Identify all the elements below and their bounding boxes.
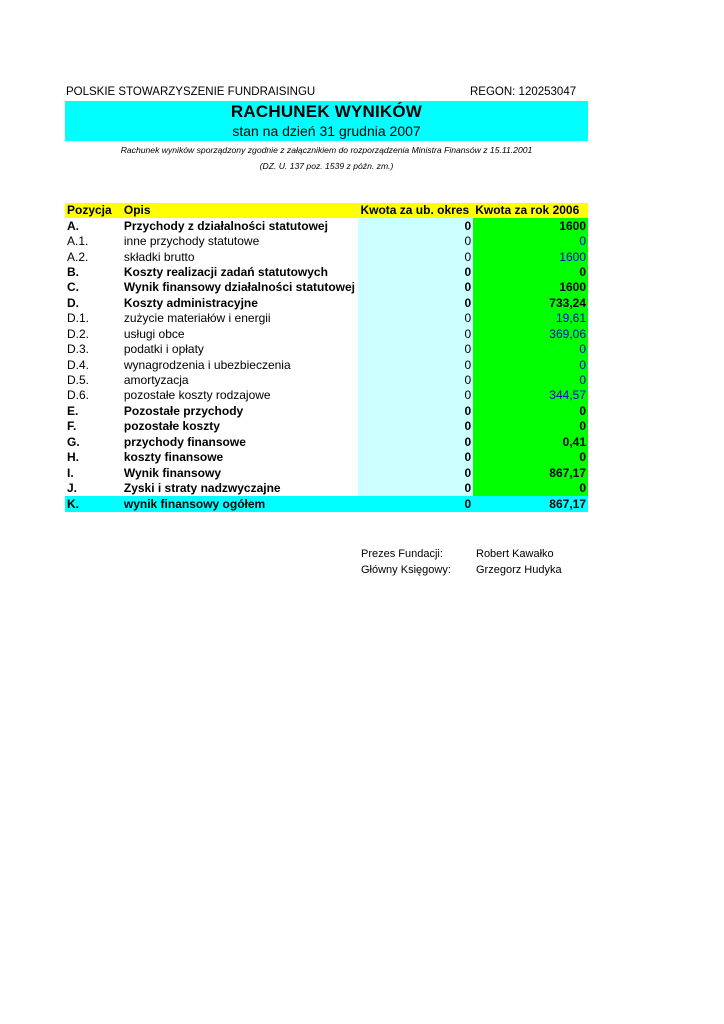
row-current-amount — [473, 234, 588, 249]
row-current-value: 0 — [579, 481, 586, 496]
row-previous-amount: 0 — [358, 342, 473, 357]
row-description: wynagrodzenia i ubezbieczenia — [123, 357, 291, 372]
row-description: koszty finansowe — [123, 450, 224, 465]
row-previous-amount: 0 — [358, 404, 473, 419]
row-description: Koszty realizacji zadań statutowych — [123, 264, 328, 279]
row-previous-amount: 0 — [358, 373, 473, 388]
row-position: E. — [67, 403, 79, 418]
row-description: Zyski i straty nadzwyczajne — [123, 481, 281, 496]
table-row — [65, 280, 588, 295]
president-label: Prezes Fundacji: — [361, 548, 443, 560]
table-row — [65, 373, 588, 388]
table-header-row — [65, 203, 588, 218]
row-description: Przychody z działalności statutowej — [123, 218, 328, 233]
table-row — [65, 265, 588, 280]
row-current-value: 19,61 — [555, 311, 586, 326]
accountant-label: Główny Księgowy: — [361, 564, 451, 576]
row-previous-amount: 0 — [358, 357, 473, 372]
table-row — [65, 296, 588, 311]
page-title: RACHUNEK WYNIKÓW — [230, 102, 423, 121]
row-current-value: 867,17 — [549, 465, 586, 480]
table-row — [65, 404, 588, 419]
table-row — [65, 357, 588, 372]
table-row — [65, 388, 588, 403]
row-current-value: 0 — [579, 234, 586, 249]
row-previous-amount: 0 — [358, 311, 473, 326]
accountant-name: Grzegorz Hudyka — [476, 564, 562, 576]
row-current-amount — [473, 342, 588, 357]
row-position: D.1. — [67, 311, 90, 326]
row-previous-amount: 0 — [358, 280, 473, 295]
table-row — [65, 435, 588, 450]
row-description: Koszty administracyjne — [123, 295, 258, 310]
row-current-value: 0,41 — [562, 434, 586, 449]
row-current-value: 0 — [579, 357, 586, 372]
row-previous-amount: 0 — [358, 218, 473, 233]
row-position: D.2. — [67, 326, 90, 341]
row-description: przychody finansowe — [123, 434, 246, 449]
row-previous-amount: 0 — [358, 481, 473, 496]
row-description: pozostałe koszty — [123, 419, 220, 434]
row-previous-amount: 0 — [358, 419, 473, 434]
row-position: D. — [67, 295, 79, 310]
row-position: I. — [67, 465, 74, 480]
row-description: Wynik finansowy — [123, 465, 221, 480]
row-current-value: 369,06 — [549, 326, 586, 341]
row-current-value: 1600 — [559, 280, 586, 295]
row-current-amount — [473, 481, 588, 496]
row-current-amount — [473, 435, 588, 450]
row-current-amount — [473, 311, 588, 326]
row-position: A.1. — [67, 234, 89, 249]
row-current-amount — [473, 296, 588, 311]
row-previous-amount: 0 — [358, 465, 473, 480]
row-current-amount — [473, 249, 588, 264]
row-current-amount — [473, 218, 588, 233]
row-description: podatki i opłaty — [123, 342, 204, 357]
legal-note-line1: Rachunek wyników sporządzony zgodnie z załącznikiem do rozporządzenia Ministra Finansów z 15.11.2001 — [120, 145, 533, 155]
row-position: B. — [67, 264, 79, 279]
row-current-value: 0 — [579, 373, 586, 388]
legal-note-line2: (DZ. U. 137 poz. 1539 z późn. zm.) — [259, 161, 394, 171]
column-header-previous-period: Kwota za ub. okres — [358, 203, 473, 218]
column-header-year-2006: Kwota za rok 2006 — [473, 203, 588, 218]
row-current-amount — [473, 450, 588, 465]
president-name: Robert Kawałko — [476, 548, 554, 560]
table-row — [65, 327, 588, 342]
row-current-value: 1600 — [559, 218, 586, 233]
row-current-value: 0 — [579, 450, 586, 465]
row-previous-amount: 0 — [358, 327, 473, 342]
row-current-amount — [473, 373, 588, 388]
row-position: H. — [67, 450, 79, 465]
organization-name: POLSKIE STOWARZYSZENIE FUNDRAISINGU — [66, 86, 316, 98]
table-row — [65, 450, 588, 465]
row-position: D.6. — [67, 388, 90, 403]
row-position: J. — [67, 481, 78, 496]
row-current-amount — [473, 404, 588, 419]
row-previous-amount: 0 — [358, 450, 473, 465]
row-current-value: 733,24 — [549, 295, 586, 310]
row-current-amount — [473, 265, 588, 280]
row-current-value: 0 — [579, 264, 586, 279]
row-previous-amount: 0 — [358, 234, 473, 249]
title-banner — [65, 101, 588, 141]
row-description: pozostałe koszty rodzajowe — [123, 388, 271, 403]
total-current-amount: 867,17 — [473, 496, 588, 511]
row-current-value: 0 — [579, 403, 586, 418]
row-description: inne przychody statutowe — [123, 234, 260, 249]
column-header-opis: Opis — [122, 203, 359, 218]
row-current-value: 0 — [579, 419, 586, 434]
column-header-pozycja: Pozycja — [65, 203, 122, 218]
income-statement-table — [65, 203, 588, 512]
row-position: F. — [67, 419, 77, 434]
row-description: Pozostałe przychody — [123, 403, 244, 418]
row-current-amount — [473, 327, 588, 342]
row-position: D.4. — [67, 357, 90, 372]
row-position: A. — [67, 218, 79, 233]
table-row — [65, 249, 588, 264]
row-current-amount — [473, 357, 588, 372]
row-current-value: 0 — [579, 342, 586, 357]
total-previous-amount: 0 — [358, 496, 473, 511]
row-previous-amount: 0 — [358, 265, 473, 280]
row-current-amount — [473, 419, 588, 434]
row-position: C. — [67, 280, 79, 295]
row-position: D.5. — [67, 373, 90, 388]
total-description: wynik finansowy ogółem — [122, 496, 359, 511]
row-description: zużycie materiałów i energii — [123, 311, 271, 326]
table-row — [65, 465, 588, 480]
row-current-value: 344,57 — [549, 388, 586, 403]
row-current-value: 1600 — [559, 249, 586, 264]
page-subtitle: stan na dzień 31 grudnia 2007 — [232, 123, 421, 139]
row-previous-amount: 0 — [358, 388, 473, 403]
row-position: D.3. — [67, 342, 90, 357]
row-current-amount — [473, 465, 588, 480]
row-position: A.2. — [67, 249, 89, 264]
row-description: Wynik finansowy działalności statutowej — [123, 280, 356, 295]
table-row — [65, 218, 588, 233]
row-current-amount — [473, 388, 588, 403]
table-row — [65, 311, 588, 326]
regon-number: REGON: 120253047 — [470, 86, 577, 98]
table-row — [65, 342, 588, 357]
table-row — [65, 419, 588, 434]
row-position: G. — [67, 434, 80, 449]
row-description: usługi obce — [123, 326, 185, 341]
row-previous-amount: 0 — [358, 296, 473, 311]
row-current-amount — [473, 280, 588, 295]
total-position: K. — [65, 496, 122, 511]
total-row — [65, 496, 588, 511]
row-previous-amount: 0 — [358, 249, 473, 264]
table-row — [65, 481, 588, 496]
table-row — [65, 234, 588, 249]
row-description: składki brutto — [123, 249, 195, 264]
row-previous-amount: 0 — [358, 435, 473, 450]
row-description: amortyzacja — [123, 373, 189, 388]
